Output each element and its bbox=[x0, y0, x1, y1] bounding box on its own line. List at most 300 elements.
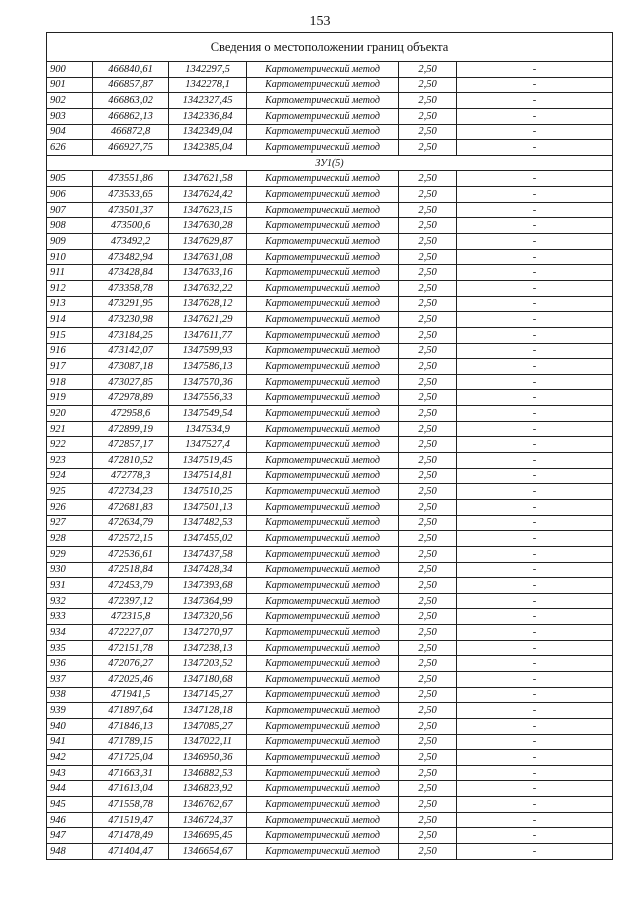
method-text: Картометрический метод bbox=[247, 640, 399, 656]
coordinate-y: 1347599,93 bbox=[169, 343, 247, 359]
coordinate-y: 1347085,27 bbox=[169, 718, 247, 734]
accuracy-value: 2,50 bbox=[399, 93, 457, 109]
table-row bbox=[47, 359, 613, 375]
method-text: Картометрический метод bbox=[247, 625, 399, 641]
method-text: Картометрический метод bbox=[247, 280, 399, 296]
description-text: - bbox=[457, 750, 613, 766]
point-number: 938 bbox=[47, 687, 93, 703]
coordinate-x: 472453,79 bbox=[93, 578, 169, 594]
method-text: Картометрический метод bbox=[247, 124, 399, 140]
point-number: 947 bbox=[47, 828, 93, 844]
table-row bbox=[47, 734, 613, 750]
coordinate-x: 472518,84 bbox=[93, 562, 169, 578]
accuracy-value: 2,50 bbox=[399, 280, 457, 296]
accuracy-value: 2,50 bbox=[399, 703, 457, 719]
coordinate-y: 1347482,53 bbox=[169, 515, 247, 531]
method-text: Картометрический метод bbox=[247, 453, 399, 469]
method-text: Картометрический метод bbox=[247, 546, 399, 562]
accuracy-value: 2,50 bbox=[399, 828, 457, 844]
accuracy-value: 2,50 bbox=[399, 140, 457, 156]
table-row bbox=[47, 312, 613, 328]
accuracy-value: 2,50 bbox=[399, 265, 457, 281]
coordinate-x: 472778,3 bbox=[93, 468, 169, 484]
method-text: Картометрический метод bbox=[247, 812, 399, 828]
table-row bbox=[47, 562, 613, 578]
accuracy-value: 2,50 bbox=[399, 531, 457, 547]
point-number: 912 bbox=[47, 280, 93, 296]
coordinate-x: 473482,94 bbox=[93, 249, 169, 265]
coordinate-y: 1347611,77 bbox=[169, 327, 247, 343]
accuracy-value: 2,50 bbox=[399, 734, 457, 750]
description-text: - bbox=[457, 671, 613, 687]
coordinate-y: 1347519,45 bbox=[169, 453, 247, 469]
coordinate-y: 1347630,28 bbox=[169, 218, 247, 234]
accuracy-value: 2,50 bbox=[399, 546, 457, 562]
coordinate-x: 471519,47 bbox=[93, 812, 169, 828]
method-text: Картометрический метод bbox=[247, 437, 399, 453]
coordinate-y: 1347510,25 bbox=[169, 484, 247, 500]
method-text: Картометрический метод bbox=[247, 218, 399, 234]
table-row bbox=[47, 484, 613, 500]
point-number: 919 bbox=[47, 390, 93, 406]
coordinate-y: 1342349,04 bbox=[169, 124, 247, 140]
method-text: Картометрический метод bbox=[247, 421, 399, 437]
accuracy-value: 2,50 bbox=[399, 797, 457, 813]
accuracy-value: 2,50 bbox=[399, 312, 457, 328]
coordinate-x: 466840,61 bbox=[93, 62, 169, 78]
table-row bbox=[47, 844, 613, 860]
coordinate-x: 473533,65 bbox=[93, 187, 169, 203]
coordinate-y: 1347455,02 bbox=[169, 531, 247, 547]
coordinate-y: 1347022,11 bbox=[169, 734, 247, 750]
accuracy-value: 2,50 bbox=[399, 437, 457, 453]
accuracy-value: 2,50 bbox=[399, 234, 457, 250]
table-row bbox=[47, 140, 613, 156]
coordinate-y: 1347393,68 bbox=[169, 578, 247, 594]
description-text: - bbox=[457, 515, 613, 531]
accuracy-value: 2,50 bbox=[399, 578, 457, 594]
description-text: - bbox=[457, 687, 613, 703]
coordinate-y: 1346950,36 bbox=[169, 750, 247, 766]
coordinate-x: 473087,18 bbox=[93, 359, 169, 375]
description-text: - bbox=[457, 531, 613, 547]
table-row bbox=[47, 797, 613, 813]
point-number: 913 bbox=[47, 296, 93, 312]
accuracy-value: 2,50 bbox=[399, 671, 457, 687]
coordinate-x: 471478,49 bbox=[93, 828, 169, 844]
table-row bbox=[47, 187, 613, 203]
table-row bbox=[47, 625, 613, 641]
accuracy-value: 2,50 bbox=[399, 124, 457, 140]
coordinate-y: 1347203,52 bbox=[169, 656, 247, 672]
coordinate-x: 472227,07 bbox=[93, 625, 169, 641]
coordinate-x: 471663,31 bbox=[93, 765, 169, 781]
table-row bbox=[47, 453, 613, 469]
table-row bbox=[47, 249, 613, 265]
description-text: - bbox=[457, 93, 613, 109]
table-row bbox=[47, 327, 613, 343]
point-number: 906 bbox=[47, 187, 93, 203]
accuracy-value: 2,50 bbox=[399, 218, 457, 234]
table-row bbox=[47, 718, 613, 734]
description-text: - bbox=[457, 844, 613, 860]
method-text: Картометрический метод bbox=[247, 327, 399, 343]
coordinate-y: 1347128,18 bbox=[169, 703, 247, 719]
table-row bbox=[47, 593, 613, 609]
coordinate-y: 1347629,87 bbox=[169, 234, 247, 250]
table-row bbox=[47, 406, 613, 422]
method-text: Картометрический метод bbox=[247, 844, 399, 860]
table-row bbox=[47, 687, 613, 703]
coordinate-y: 1347586,13 bbox=[169, 359, 247, 375]
point-number: 910 bbox=[47, 249, 93, 265]
description-text: - bbox=[457, 468, 613, 484]
coordinate-y: 1347180,68 bbox=[169, 671, 247, 687]
table-row bbox=[47, 671, 613, 687]
coordinate-x: 472076,27 bbox=[93, 656, 169, 672]
coordinate-x: 472315,8 bbox=[93, 609, 169, 625]
section-label: ЗУ1(5) bbox=[47, 155, 613, 171]
description-text: - bbox=[457, 453, 613, 469]
method-text: Картометрический метод bbox=[247, 249, 399, 265]
point-number: 905 bbox=[47, 171, 93, 187]
point-number: 922 bbox=[47, 437, 93, 453]
description-text: - bbox=[457, 703, 613, 719]
point-number: 948 bbox=[47, 844, 93, 860]
coordinate-x: 466857,87 bbox=[93, 77, 169, 93]
table-row bbox=[47, 546, 613, 562]
point-number: 902 bbox=[47, 93, 93, 109]
method-text: Картометрический метод bbox=[247, 171, 399, 187]
table-row bbox=[47, 468, 613, 484]
coordinate-y: 1347364,99 bbox=[169, 593, 247, 609]
coordinate-x: 472681,83 bbox=[93, 499, 169, 515]
coordinate-y: 1346724,37 bbox=[169, 812, 247, 828]
coordinate-x: 473501,37 bbox=[93, 202, 169, 218]
accuracy-value: 2,50 bbox=[399, 687, 457, 703]
method-text: Картометрический метод bbox=[247, 468, 399, 484]
point-number: 946 bbox=[47, 812, 93, 828]
coordinate-y: 1342297,5 bbox=[169, 62, 247, 78]
accuracy-value: 2,50 bbox=[399, 750, 457, 766]
point-number: 914 bbox=[47, 312, 93, 328]
method-text: Картометрический метод bbox=[247, 609, 399, 625]
coordinate-x: 466927,75 bbox=[93, 140, 169, 156]
coordinate-y: 1347628,12 bbox=[169, 296, 247, 312]
coordinate-x: 473500,6 bbox=[93, 218, 169, 234]
section-row bbox=[47, 155, 613, 171]
coordinate-y: 1342385,04 bbox=[169, 140, 247, 156]
coordinate-x: 472978,89 bbox=[93, 390, 169, 406]
table-row bbox=[47, 62, 613, 78]
method-text: Картометрический метод bbox=[247, 671, 399, 687]
method-text: Картометрический метод bbox=[247, 703, 399, 719]
description-text: - bbox=[457, 562, 613, 578]
point-number: 915 bbox=[47, 327, 93, 343]
method-text: Картометрический метод bbox=[247, 390, 399, 406]
coordinate-x: 472397,12 bbox=[93, 593, 169, 609]
point-number: 940 bbox=[47, 718, 93, 734]
coordinate-y: 1347534,9 bbox=[169, 421, 247, 437]
point-number: 908 bbox=[47, 218, 93, 234]
coordinate-y: 1346762,67 bbox=[169, 797, 247, 813]
accuracy-value: 2,50 bbox=[399, 593, 457, 609]
coordinate-x: 466863,02 bbox=[93, 93, 169, 109]
description-text: - bbox=[457, 359, 613, 375]
coordinate-y: 1347623,15 bbox=[169, 202, 247, 218]
table-row bbox=[47, 609, 613, 625]
accuracy-value: 2,50 bbox=[399, 781, 457, 797]
point-number: 941 bbox=[47, 734, 93, 750]
method-text: Картометрический метод bbox=[247, 62, 399, 78]
point-number: 911 bbox=[47, 265, 93, 281]
accuracy-value: 2,50 bbox=[399, 844, 457, 860]
table-row bbox=[47, 578, 613, 594]
accuracy-value: 2,50 bbox=[399, 812, 457, 828]
table-row bbox=[47, 656, 613, 672]
method-text: Картометрический метод bbox=[247, 499, 399, 515]
description-text: - bbox=[457, 124, 613, 140]
accuracy-value: 2,50 bbox=[399, 202, 457, 218]
accuracy-value: 2,50 bbox=[399, 609, 457, 625]
point-number: 927 bbox=[47, 515, 93, 531]
description-text: - bbox=[457, 296, 613, 312]
coordinate-x: 473291,95 bbox=[93, 296, 169, 312]
point-number: 921 bbox=[47, 421, 93, 437]
coordinate-x: 473142,07 bbox=[93, 343, 169, 359]
coordinate-x: 471897,64 bbox=[93, 703, 169, 719]
method-text: Картометрический метод bbox=[247, 515, 399, 531]
description-text: - bbox=[457, 797, 613, 813]
point-number: 923 bbox=[47, 453, 93, 469]
point-number: 936 bbox=[47, 656, 93, 672]
description-text: - bbox=[457, 781, 613, 797]
description-text: - bbox=[457, 437, 613, 453]
description-text: - bbox=[457, 640, 613, 656]
table-row bbox=[47, 421, 613, 437]
accuracy-value: 2,50 bbox=[399, 343, 457, 359]
point-number: 931 bbox=[47, 578, 93, 594]
accuracy-value: 2,50 bbox=[399, 765, 457, 781]
coordinate-x: 472899,19 bbox=[93, 421, 169, 437]
coordinate-x: 473358,78 bbox=[93, 280, 169, 296]
method-text: Картометрический метод bbox=[247, 343, 399, 359]
coordinate-y: 1347145,27 bbox=[169, 687, 247, 703]
table-title: Сведения о местоположении границ объекта bbox=[47, 33, 613, 62]
coordinate-y: 1347527,4 bbox=[169, 437, 247, 453]
method-text: Картометрический метод bbox=[247, 296, 399, 312]
point-number: 920 bbox=[47, 406, 93, 422]
coordinate-x: 472151,78 bbox=[93, 640, 169, 656]
accuracy-value: 2,50 bbox=[399, 187, 457, 203]
coordinate-y: 1347632,22 bbox=[169, 280, 247, 296]
coordinate-x: 473428,84 bbox=[93, 265, 169, 281]
coordinate-y: 1346654,67 bbox=[169, 844, 247, 860]
coordinate-y: 1347501,13 bbox=[169, 499, 247, 515]
description-text: - bbox=[457, 249, 613, 265]
table-row bbox=[47, 499, 613, 515]
table-row bbox=[47, 750, 613, 766]
table-row bbox=[47, 124, 613, 140]
description-text: - bbox=[457, 390, 613, 406]
accuracy-value: 2,50 bbox=[399, 453, 457, 469]
page-number: 153 bbox=[309, 14, 331, 29]
point-number: 926 bbox=[47, 499, 93, 515]
method-text: Картометрический метод bbox=[247, 578, 399, 594]
description-text: - bbox=[457, 546, 613, 562]
method-text: Картометрический метод bbox=[247, 406, 399, 422]
description-text: - bbox=[457, 812, 613, 828]
coordinate-y: 1347631,08 bbox=[169, 249, 247, 265]
description-text: - bbox=[457, 828, 613, 844]
point-number: 939 bbox=[47, 703, 93, 719]
method-text: Картометрический метод bbox=[247, 312, 399, 328]
coordinate-x: 471725,04 bbox=[93, 750, 169, 766]
accuracy-value: 2,50 bbox=[399, 77, 457, 93]
point-number: 944 bbox=[47, 781, 93, 797]
point-number: 945 bbox=[47, 797, 93, 813]
description-text: - bbox=[457, 202, 613, 218]
description-text: - bbox=[457, 108, 613, 124]
table-row bbox=[47, 640, 613, 656]
point-number: 917 bbox=[47, 359, 93, 375]
table-row bbox=[47, 280, 613, 296]
description-text: - bbox=[457, 234, 613, 250]
coordinate-x: 471941,5 bbox=[93, 687, 169, 703]
table-row bbox=[47, 781, 613, 797]
coordinate-y: 1347621,58 bbox=[169, 171, 247, 187]
accuracy-value: 2,50 bbox=[399, 374, 457, 390]
coordinate-x: 473230,98 bbox=[93, 312, 169, 328]
description-text: - bbox=[457, 265, 613, 281]
point-number: 904 bbox=[47, 124, 93, 140]
point-number: 903 bbox=[47, 108, 93, 124]
coordinate-x: 472634,79 bbox=[93, 515, 169, 531]
accuracy-value: 2,50 bbox=[399, 484, 457, 500]
table-row bbox=[47, 171, 613, 187]
coordinate-x: 472734,23 bbox=[93, 484, 169, 500]
method-text: Картометрический метод bbox=[247, 828, 399, 844]
point-number: 937 bbox=[47, 671, 93, 687]
method-text: Картометрический метод bbox=[247, 531, 399, 547]
accuracy-value: 2,50 bbox=[399, 656, 457, 672]
point-number: 916 bbox=[47, 343, 93, 359]
table-row bbox=[47, 202, 613, 218]
point-number: 626 bbox=[47, 140, 93, 156]
table-row bbox=[47, 374, 613, 390]
method-text: Картометрический метод bbox=[247, 202, 399, 218]
method-text: Картометрический метод bbox=[247, 265, 399, 281]
table-row bbox=[47, 812, 613, 828]
description-text: - bbox=[457, 327, 613, 343]
accuracy-value: 2,50 bbox=[399, 249, 457, 265]
table-row bbox=[47, 703, 613, 719]
description-text: - bbox=[457, 62, 613, 78]
table-row bbox=[47, 93, 613, 109]
coordinate-x: 473184,25 bbox=[93, 327, 169, 343]
method-text: Картометрический метод bbox=[247, 656, 399, 672]
description-text: - bbox=[457, 499, 613, 515]
coordinate-y: 1347514,81 bbox=[169, 468, 247, 484]
table-row bbox=[47, 437, 613, 453]
point-number: 909 bbox=[47, 234, 93, 250]
accuracy-value: 2,50 bbox=[399, 62, 457, 78]
coordinate-x: 471789,15 bbox=[93, 734, 169, 750]
description-text: - bbox=[457, 625, 613, 641]
description-text: - bbox=[457, 484, 613, 500]
point-number: 935 bbox=[47, 640, 93, 656]
method-text: Картометрический метод bbox=[247, 750, 399, 766]
point-number: 943 bbox=[47, 765, 93, 781]
description-text: - bbox=[457, 718, 613, 734]
description-text: - bbox=[457, 765, 613, 781]
method-text: Картометрический метод bbox=[247, 187, 399, 203]
point-number: 942 bbox=[47, 750, 93, 766]
point-number: 918 bbox=[47, 374, 93, 390]
description-text: - bbox=[457, 421, 613, 437]
coordinate-x: 472810,52 bbox=[93, 453, 169, 469]
table-row bbox=[47, 515, 613, 531]
coordinate-y: 1347320,56 bbox=[169, 609, 247, 625]
coordinate-x: 471846,13 bbox=[93, 718, 169, 734]
description-text: - bbox=[457, 218, 613, 234]
accuracy-value: 2,50 bbox=[399, 406, 457, 422]
point-number: 930 bbox=[47, 562, 93, 578]
method-text: Картометрический метод bbox=[247, 108, 399, 124]
method-text: Картометрический метод bbox=[247, 718, 399, 734]
description-text: - bbox=[457, 140, 613, 156]
accuracy-value: 2,50 bbox=[399, 421, 457, 437]
description-text: - bbox=[457, 77, 613, 93]
point-number: 934 bbox=[47, 625, 93, 641]
method-text: Картометрический метод bbox=[247, 781, 399, 797]
coordinate-x: 473492,2 bbox=[93, 234, 169, 250]
accuracy-value: 2,50 bbox=[399, 359, 457, 375]
point-number: 900 bbox=[47, 62, 93, 78]
description-text: - bbox=[457, 312, 613, 328]
table-row bbox=[47, 218, 613, 234]
method-text: Картометрический метод bbox=[247, 593, 399, 609]
accuracy-value: 2,50 bbox=[399, 468, 457, 484]
method-text: Картометрический метод bbox=[247, 234, 399, 250]
coordinate-x: 466872,8 bbox=[93, 124, 169, 140]
boundary-coordinates-table bbox=[46, 32, 613, 860]
table-row bbox=[47, 343, 613, 359]
description-text: - bbox=[457, 406, 613, 422]
table-row bbox=[47, 765, 613, 781]
method-text: Картометрический метод bbox=[247, 374, 399, 390]
accuracy-value: 2,50 bbox=[399, 625, 457, 641]
coordinate-y: 1347428,34 bbox=[169, 562, 247, 578]
description-text: - bbox=[457, 374, 613, 390]
accuracy-value: 2,50 bbox=[399, 515, 457, 531]
table-row bbox=[47, 531, 613, 547]
table-row bbox=[47, 296, 613, 312]
accuracy-value: 2,50 bbox=[399, 327, 457, 343]
coordinate-y: 1347270,97 bbox=[169, 625, 247, 641]
coordinate-y: 1347549,54 bbox=[169, 406, 247, 422]
coordinate-y: 1347624,42 bbox=[169, 187, 247, 203]
point-number: 924 bbox=[47, 468, 93, 484]
coordinate-y: 1347556,33 bbox=[169, 390, 247, 406]
description-text: - bbox=[457, 578, 613, 594]
table-row bbox=[47, 234, 613, 250]
method-text: Картометрический метод bbox=[247, 140, 399, 156]
coordinate-x: 473027,85 bbox=[93, 374, 169, 390]
description-text: - bbox=[457, 187, 613, 203]
coordinate-y: 1346695,45 bbox=[169, 828, 247, 844]
point-number: 929 bbox=[47, 546, 93, 562]
